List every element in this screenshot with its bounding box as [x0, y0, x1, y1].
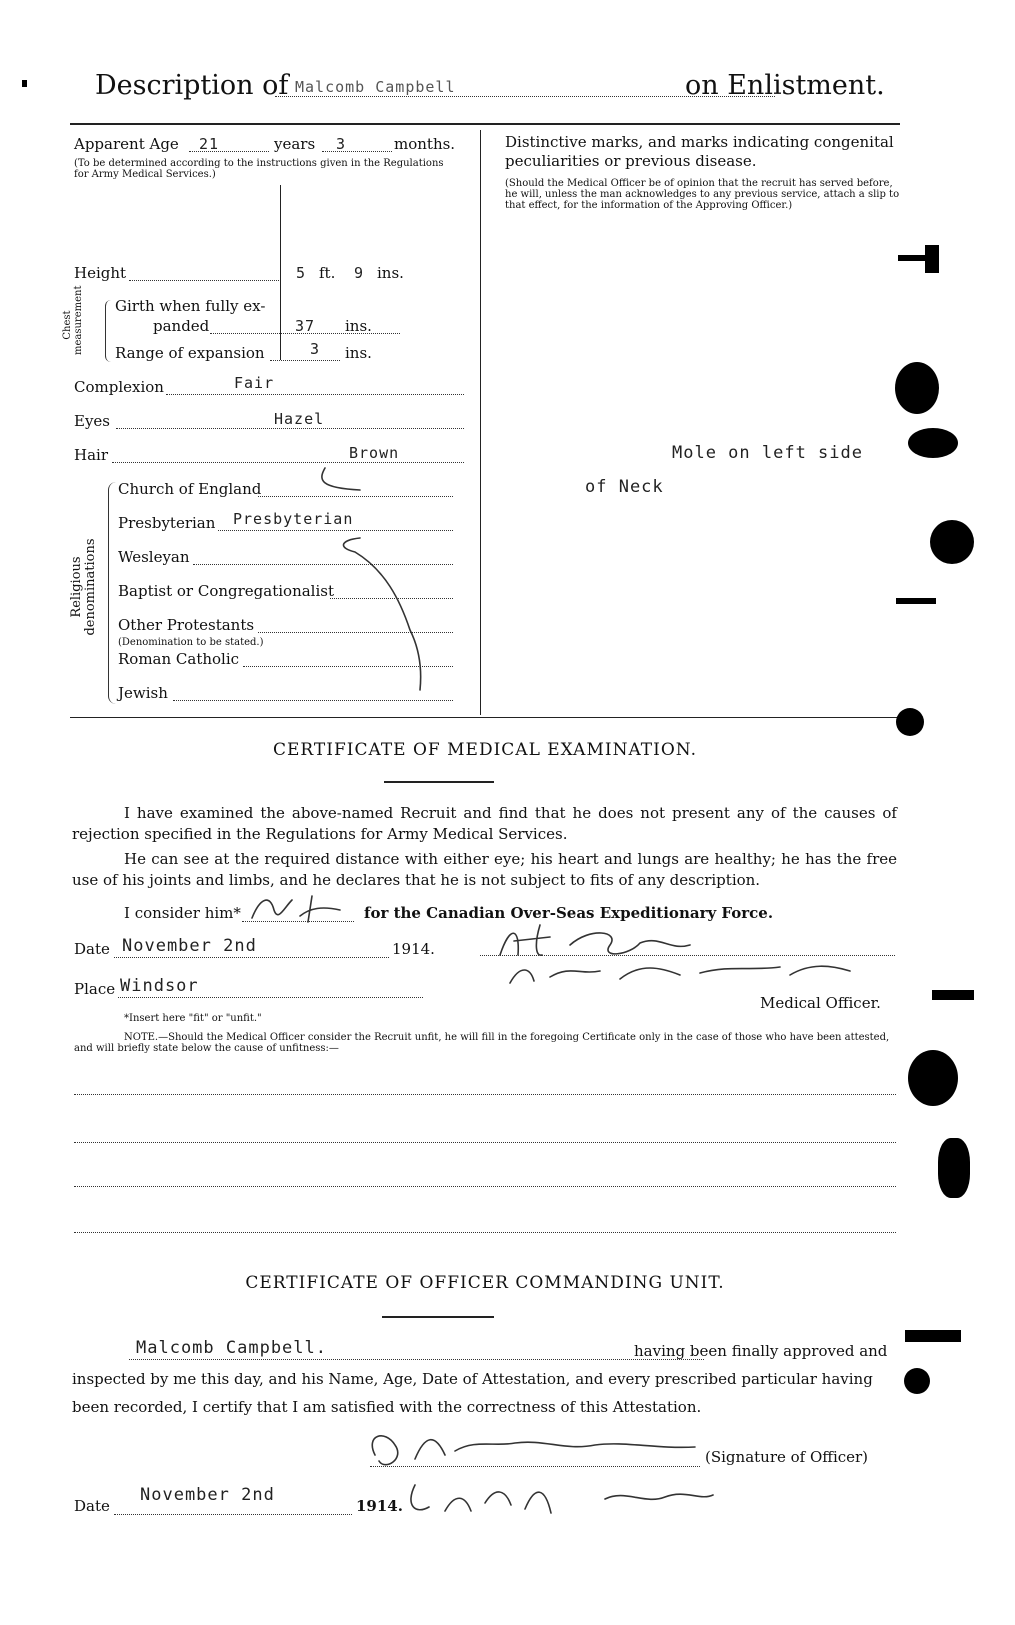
girth-unit: ins. [345, 317, 372, 335]
height-ins: 9 [354, 264, 365, 282]
roman-catholic-label: Roman Catholic [118, 650, 240, 668]
scan-mark [896, 598, 936, 604]
religion-side-text: Religious denominations [69, 538, 98, 636]
complexion-row [74, 374, 469, 400]
height-label: Height [74, 264, 127, 282]
jewish-label: Jewish [118, 684, 168, 702]
church-of-england-label: Church of England [118, 480, 262, 498]
medical-para-1 [72, 803, 897, 845]
scan-mark [895, 362, 939, 414]
girth-label-2: panded [153, 317, 210, 335]
medical-year: 1914. [392, 940, 435, 958]
commanding-line-1-suffix: having been finally approved and [634, 1342, 888, 1360]
scan-mark [930, 520, 974, 564]
scan-mark [938, 1138, 970, 1198]
medical-para-2 [72, 849, 897, 891]
age-months: 3 [336, 135, 347, 153]
religion-brace [108, 482, 117, 704]
recruit-name: Malcomb Campbell [295, 78, 456, 96]
scan-mark [896, 708, 924, 736]
commanding-date-value: November 2nd [140, 1485, 275, 1505]
ins-label: ins. [377, 264, 404, 282]
medical-heading-rule [384, 781, 494, 783]
commanding-date-label: Date [74, 1497, 110, 1515]
age-years: 21 [199, 135, 220, 153]
age-note: (To be determined according to the instructions given in the Regulations for Army Medical Services.) [74, 158, 444, 180]
age-label: Apparent Age [74, 135, 179, 153]
religion-side-label [70, 522, 98, 652]
unfit-line-1 [74, 1094, 896, 1095]
scan-mark [22, 80, 27, 87]
months-label: months. [394, 135, 456, 153]
page-title [95, 70, 895, 106]
medical-place-label: Place [74, 980, 116, 998]
marks-heading: Distinctive marks, and marks indicating congenital peculiarities or previous disease. [505, 133, 894, 170]
scan-mark [908, 428, 958, 458]
chest-brace [105, 300, 114, 362]
scan-mark [898, 255, 938, 261]
range-label: Range of expansion [115, 344, 265, 362]
scan-mark [904, 1368, 930, 1394]
years-label: years [274, 135, 316, 153]
scan-mark [905, 1330, 961, 1342]
scan-mark [932, 990, 974, 1000]
chest-side-label: Chest measurement [62, 285, 84, 355]
top-rule [70, 123, 900, 125]
signature-of-officer-label: (Signature of Officer) [705, 1448, 869, 1466]
eyes-row [74, 412, 469, 434]
height-ft: 5 [296, 264, 307, 282]
presbyterian-label: Presbyterian [118, 514, 216, 532]
medical-place-value: Windsor [120, 976, 199, 996]
fit-handwriting [240, 888, 350, 928]
complexion-label: Complexion [74, 378, 164, 396]
unfit-note: NOTE.—Should the Medical Officer consider the Recruit unfit, he will fill in the foregoing Certificate only in the case of those who have been attested, and will briefly state below the cause of unfitness:— [74, 1032, 890, 1054]
medical-officer-signature [490, 915, 890, 995]
range-row [115, 340, 475, 366]
medical-officer-label: Medical Officer. [760, 994, 881, 1012]
ditto-strokes [300, 460, 500, 720]
insert-note: *Insert here "fit" or "unfit." [124, 1013, 262, 1024]
eyes-label: Eyes [74, 412, 110, 430]
commanding-year: 1914. [356, 1497, 403, 1515]
unfit-line-4 [74, 1232, 896, 1233]
girth-label-1: Girth when fully ex- [115, 297, 266, 315]
eyes-value: Hazel [274, 410, 325, 428]
commanding-officer-signature [355, 1415, 715, 1525]
other-protestants-note: (Denomination to be stated.) [118, 637, 264, 648]
age-row [74, 135, 469, 157]
girth-row [115, 297, 475, 337]
commanding-heading-rule [382, 1316, 494, 1318]
medical-heading: CERTIFICATE OF MEDICAL EXAMINATION. [273, 740, 697, 760]
commanding-heading: CERTIFICATE OF OFFICER COMMANDING UNIT. [245, 1273, 725, 1293]
commanding-line-1 [74, 1338, 902, 1366]
medical-date-value: November 2nd [122, 936, 257, 956]
marks-line-1: Mole on left side [672, 443, 863, 463]
commanding-sig-line [370, 1466, 700, 1467]
ft-label: ft. [319, 264, 336, 282]
medical-date-row [74, 936, 435, 964]
commanding-date-row [74, 1485, 403, 1521]
hair-label: Hair [74, 446, 108, 464]
medical-date-label: Date [74, 940, 110, 958]
consider-label: I consider him* [124, 904, 241, 922]
range-unit: ins. [345, 344, 372, 362]
girth-value: 37 [295, 317, 316, 335]
unfit-line-2 [74, 1142, 896, 1143]
commanding-line-3: been recorded, I certify that I am satisfied with the correctness of this Attestation. [72, 1398, 702, 1416]
hair-value: Brown [349, 444, 400, 462]
range-value: 3 [310, 340, 321, 358]
commanding-line-2: inspected by me this day, and his Name, Age, Date of Attestation, and every prescribed particular having [72, 1370, 873, 1388]
medical-place-row [74, 976, 434, 1004]
unfit-line-3 [74, 1186, 896, 1187]
baptist-label: Baptist or Congregationalist [118, 582, 334, 600]
commanding-name-value: Malcomb Campbell. [136, 1338, 327, 1358]
title-prefix: Description of [95, 70, 289, 101]
scan-mark [908, 1050, 958, 1106]
marks-line-2: of Neck [585, 477, 664, 497]
title-suffix: on Enlistment. [685, 70, 885, 101]
religion-value: Presbyterian [233, 510, 354, 528]
medical-para-1-text: I have examined the above-named Recruit and find that he does not present any of the causes of rejection specified in the Regulations for Army Medical Services. [72, 804, 897, 843]
consider-suffix: for the Canadian Over-Seas Expeditionary Force. [364, 904, 774, 922]
height-row [74, 264, 469, 286]
wesleyan-label: Wesleyan [118, 548, 190, 566]
medical-para-2-text: He can see at the required distance with either eye; his heart and lungs are healthy; he has the free use of his joints and limbs, and he declares that he is not subject to fits of any description. [72, 850, 897, 889]
other-protestants-label: Other Protestants [118, 616, 255, 634]
complexion-value: Fair [234, 374, 275, 392]
marks-note: (Should the Medical Officer be of opinion that the recruit has served before, he will, unless the man acknowledges to any previous service, attach a slip to that effect, for the information of the Approving Officer.) [505, 178, 900, 211]
